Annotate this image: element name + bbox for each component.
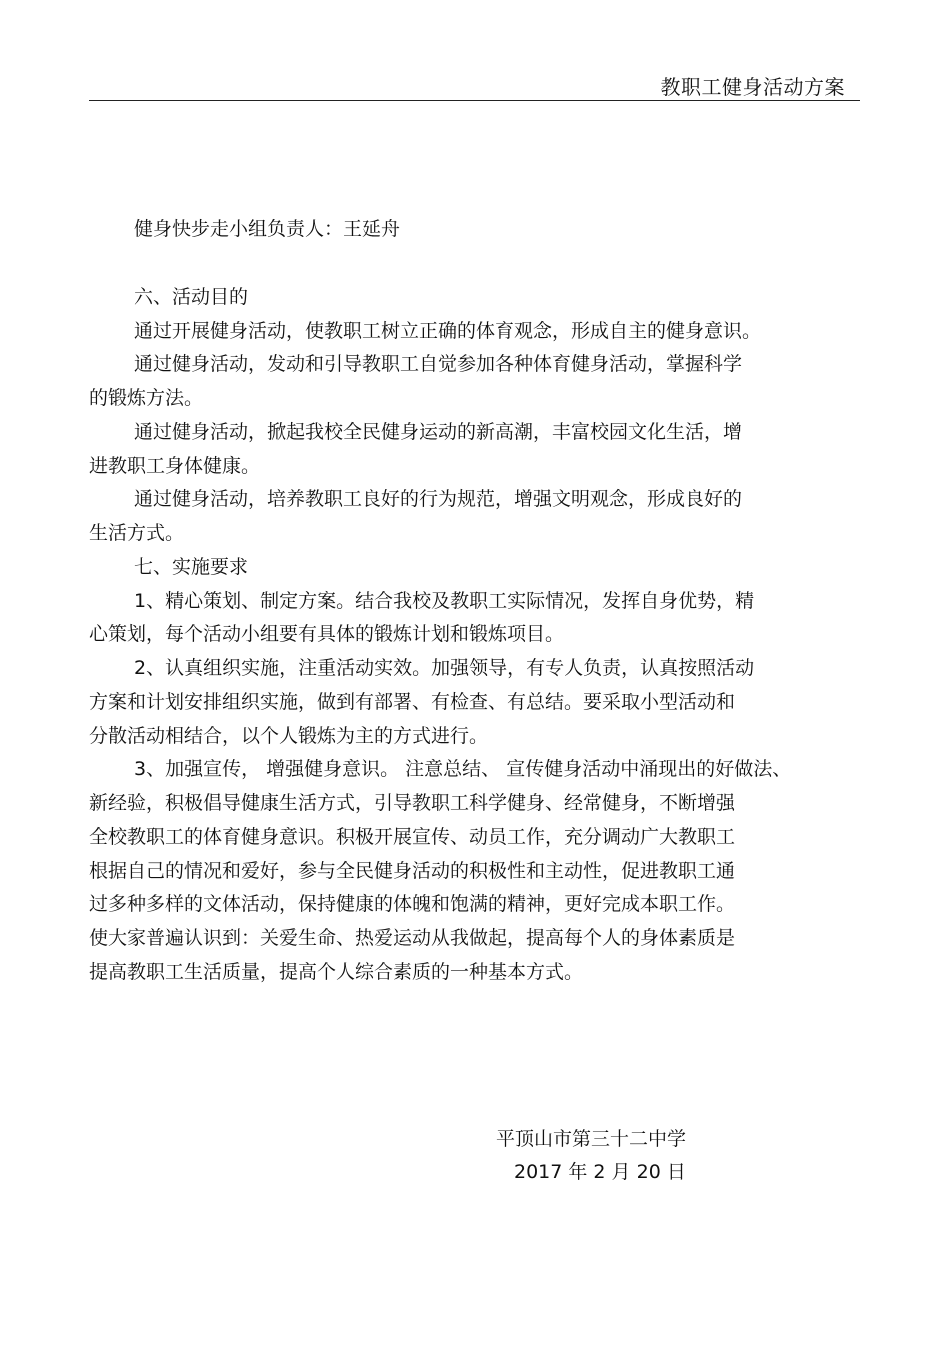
paragraph-line: 通过健身活动，发动和引导教职工自觉参加各种体育健身活动，掌握科学: [134, 353, 743, 375]
signature-organization: 平顶山市第三十二中学: [496, 1128, 687, 1150]
paragraph-line: 根据自己的情况和爱好，参与全民健身活动的积极性和主动性，促进教职工通: [89, 860, 736, 882]
paragraph-line: 通过健身活动，掀起我校全民健身运动的新高潮，丰富校园文化生活，增: [134, 421, 743, 443]
paragraph-line: 3、加强宣传， 增强健身意识。 注意总结、 宣传健身活动中涌现出的好做法、: [134, 758, 792, 780]
paragraph-line: 过多种多样的文体活动，保持健康的体魄和饱满的精神，更好完成本职工作。: [89, 893, 736, 915]
paragraph-line: 进教职工身体健康。: [89, 455, 261, 477]
responsible-person-line: 健身快步走小组负责人：王延舟: [134, 218, 401, 240]
paragraph-line: 分散活动相结合，以个人锻炼为主的方式进行。: [89, 725, 489, 747]
signature-date: 2017 年 2 月 20 日: [514, 1161, 686, 1183]
header-divider: [89, 100, 860, 101]
paragraph-line: 生活方式。: [89, 522, 185, 544]
paragraph-line: 的锻炼方法。: [89, 387, 204, 409]
section-heading-purpose: 六、活动目的: [134, 286, 249, 308]
paragraph-line: 方案和计划安排组织实施，做到有部署、有检查、有总结。要采取小型活动和: [89, 691, 736, 713]
paragraph-line: 1、精心策划、制定方案。结合我校及教职工实际情况，发挥自身优势，精: [134, 590, 755, 612]
paragraph-line: 使大家普遍认识到：关爱生命、热爱运动从我做起，提高每个人的身体素质是: [89, 927, 736, 949]
paragraph-line: 通过健身活动，培养教职工良好的行为规范，增强文明观念，形成良好的: [134, 488, 743, 510]
paragraph-line: 通过开展健身活动，使教职工树立正确的体育观念，形成自主的健身意识。: [134, 320, 762, 342]
paragraph-line: 心策划，每个活动小组要有具体的锻炼计划和锻炼项目。: [89, 623, 565, 645]
header-title: 教职工健身活动方案: [660, 75, 845, 99]
paragraph-line: 2、认真组织实施，注重活动实效。加强领导，有专人负责，认真按照活动: [134, 657, 755, 679]
paragraph-line: 提高教职工生活质量，提高个人综合素质的一种基本方式。: [89, 961, 584, 983]
section-heading-requirements: 七、实施要求: [134, 556, 249, 578]
paragraph-line: 全校教职工的体育健身意识。积极开展宣传、动员工作，充分调动广大教职工: [89, 826, 736, 848]
paragraph-line: 新经验，积极倡导健康生活方式，引导教职工科学健身、经常健身，不断增强: [89, 792, 736, 814]
